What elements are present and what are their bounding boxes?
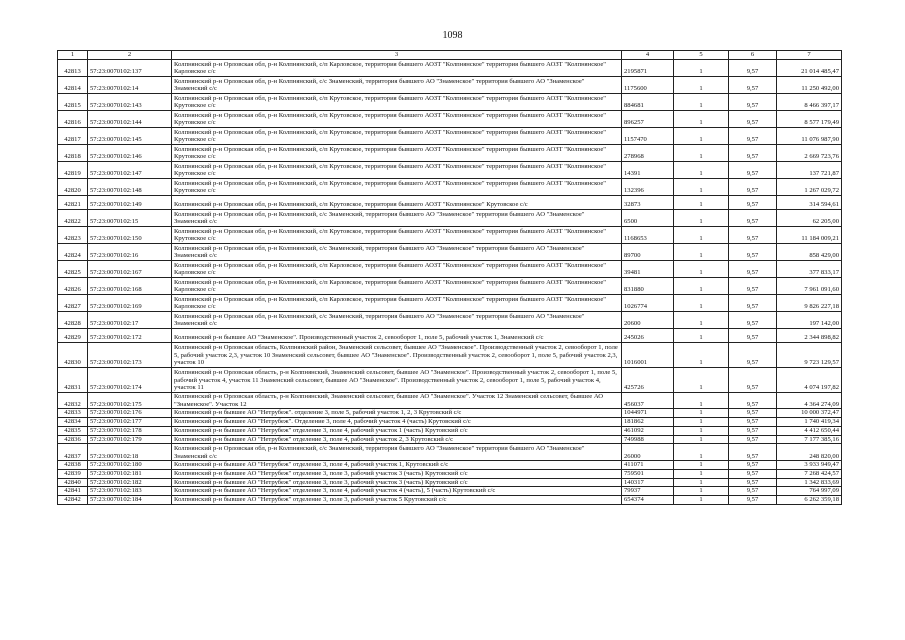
location-description: Колпнянский р-н Орловская обл, р-н Колпнянский, с/п Карловское, территория бывшего АОЗТ "Колпнянское" территория бывшего АОЗТ "Колпнянское" Карловское с/с bbox=[172, 60, 622, 77]
rate-value: 9,57 bbox=[729, 444, 777, 461]
cadastral-number: 57:23:0070102:178 bbox=[88, 426, 172, 435]
area-value: 884681 bbox=[622, 94, 674, 111]
cadastral-value: 1 267 029,72 bbox=[777, 179, 842, 196]
row-number: 42826 bbox=[58, 278, 88, 295]
table-row bbox=[58, 261, 842, 278]
area-value: 461092 bbox=[622, 426, 674, 435]
column-5-value: 1 bbox=[674, 227, 729, 244]
table-row bbox=[58, 368, 842, 393]
location-description: Колпнянский р-н Орловская обл, р-н Колпнянский, с/п Крутовское, территория бывшего АОЗТ "Колпнянское" территория бывшего АОЗТ "Колпнянское" Крутовское с/с bbox=[172, 227, 622, 244]
row-number: 42835 bbox=[58, 426, 88, 435]
location-description: Колпнянский р-н Орловская обл, р-н Колпнянский, с/с Знаменский, территория бывшего АО "Знаменское" территория бывшего АО "Знаменское" Знаменский с/с bbox=[172, 77, 622, 94]
area-value: 1157470 bbox=[622, 128, 674, 145]
cadastral-value: 9 723 129,57 bbox=[777, 343, 842, 368]
location-description: Колпнянский р-н Орловская обл, р-н Колпнянский, с/п Крутовское, территория бывшего АОЗТ "Колпнянское" территория бывшего АОЗТ "Колпнянское" Крутовское с/с bbox=[172, 94, 622, 111]
location-description: Колпнянский р-н Орловская область, Колпнянский район, Знаменский сельсовет, бывшее АО "Знаменское". Производственный участок 2, севооборот 1, поле 5, рабочий участок 2,3, участок 10 Знаменский сельсовет, бывшее АО "Знаменское". Производственный участок 2, севооборот 1, поле 5, рабочий участок 2,3, участок 10 bbox=[172, 343, 622, 368]
cadastral-value: 11 184 009,21 bbox=[777, 227, 842, 244]
row-number: 42839 bbox=[58, 469, 88, 478]
column-5-value: 1 bbox=[674, 162, 729, 179]
cadastral-value: 10 000 372,47 bbox=[777, 409, 842, 418]
column-5-value: 1 bbox=[674, 179, 729, 196]
row-number: 42813 bbox=[58, 60, 88, 77]
cadastral-number: 57:23:0070102:167 bbox=[88, 261, 172, 278]
table-row bbox=[58, 409, 842, 418]
location-description: Колпнянский р-н бывшее АО "Нетрубеж" отделение 3, поле 3, рабочий участок 5 Крутовский с/с bbox=[172, 496, 622, 505]
area-value: 759501 bbox=[622, 469, 674, 478]
column-5-value: 1 bbox=[674, 278, 729, 295]
location-description: Колпнянский р-н Орловская обл, р-н Колпнянский, с/п Крутовское, территория бывшего АОЗТ "Колпнянское" территория бывшего АОЗТ "Колпнянское" Крутовское с/с bbox=[172, 111, 622, 128]
area-value: 140317 bbox=[622, 478, 674, 487]
rate-value: 9,57 bbox=[729, 111, 777, 128]
area-value: 2195871 bbox=[622, 60, 674, 77]
rate-value: 9,57 bbox=[729, 162, 777, 179]
row-number: 42825 bbox=[58, 261, 88, 278]
cadastral-number: 57:23:0070102:176 bbox=[88, 409, 172, 418]
area-value: 181862 bbox=[622, 418, 674, 427]
location-description: Колпнянский р-н бывшее АО "Нетрубеж" отделение 3, поле 4, рабочий участок 1, Крутовский с/с bbox=[172, 461, 622, 470]
table-row bbox=[58, 77, 842, 94]
column-5-value: 1 bbox=[674, 418, 729, 427]
rate-value: 9,57 bbox=[729, 461, 777, 470]
cadastral-number: 57:23:0070102:17 bbox=[88, 312, 172, 329]
column-5-value: 1 bbox=[674, 94, 729, 111]
cadastral-value: 858 429,00 bbox=[777, 244, 842, 261]
column-5-value: 1 bbox=[674, 210, 729, 227]
table-row bbox=[58, 444, 842, 461]
row-number: 42836 bbox=[58, 435, 88, 444]
cadastral-value: 764 997,09 bbox=[777, 487, 842, 496]
cadastral-value: 4 412 650,44 bbox=[777, 426, 842, 435]
table-row bbox=[58, 244, 842, 261]
column-5-value: 1 bbox=[674, 261, 729, 278]
cadastral-number: 57:23:0070102:172 bbox=[88, 329, 172, 343]
location-description: Колпнянский р-н Орловская область, р-н Колпнянский, Знаменский сельсовет, бывшее АО "Знаменское". Производственный участок 2, севооборот 1, поле 5, рабочий участок 4, участок 11 Знаменский сельсовет, бывшее АО "Знаменское". Производственный участок 2, севооборот 1, поле 5, рабочий участок 4, участок 11 bbox=[172, 368, 622, 393]
column-5-value: 1 bbox=[674, 145, 729, 162]
table-row bbox=[58, 128, 842, 145]
rate-value: 9,57 bbox=[729, 196, 777, 210]
column-header: 2 bbox=[88, 51, 172, 60]
rate-value: 9,57 bbox=[729, 409, 777, 418]
area-value: 1016001 bbox=[622, 343, 674, 368]
area-value: 456037 bbox=[622, 393, 674, 409]
cadastral-number: 57:23:0070102:184 bbox=[88, 496, 172, 505]
cadastral-value: 4 074 197,82 bbox=[777, 368, 842, 393]
column-header: 5 bbox=[674, 51, 729, 60]
row-number: 42821 bbox=[58, 196, 88, 210]
cadastral-value: 7 177 385,16 bbox=[777, 435, 842, 444]
table-row bbox=[58, 145, 842, 162]
cadastral-number: 57:23:0070102:150 bbox=[88, 227, 172, 244]
column-5-value: 1 bbox=[674, 244, 729, 261]
area-value: 6500 bbox=[622, 210, 674, 227]
cadastral-value: 8 466 397,17 bbox=[777, 94, 842, 111]
row-number: 42827 bbox=[58, 295, 88, 312]
rate-value: 9,57 bbox=[729, 94, 777, 111]
location-description: Колпнянский р-н бывшее АО "Нетрубеж". Отделение 3, поле 4, рабочий участок 4 (часть) Крутовский с/с bbox=[172, 418, 622, 427]
cadastral-number: 57:23:0070102:18 bbox=[88, 444, 172, 461]
area-value: 278968 bbox=[622, 145, 674, 162]
area-value: 245026 bbox=[622, 329, 674, 343]
cadastral-value: 4 364 274,09 bbox=[777, 393, 842, 409]
row-number: 42834 bbox=[58, 418, 88, 427]
column-header: 4 bbox=[622, 51, 674, 60]
rate-value: 9,57 bbox=[729, 244, 777, 261]
table-row bbox=[58, 179, 842, 196]
column-5-value: 1 bbox=[674, 487, 729, 496]
rate-value: 9,57 bbox=[729, 435, 777, 444]
cadastral-number: 57:23:0070102:168 bbox=[88, 278, 172, 295]
cadastral-number: 57:23:0070102:174 bbox=[88, 368, 172, 393]
location-description: Колпнянский р-н Орловская обл, р-н Колпнянский, с/п Крутовское, территория бывшего АОЗТ "Колпнянское" территория бывшего АОЗТ "Колпнянское" Крутовское с/с bbox=[172, 128, 622, 145]
cadastral-number: 57:23:0070102:179 bbox=[88, 435, 172, 444]
row-number: 42831 bbox=[58, 368, 88, 393]
rate-value: 9,57 bbox=[729, 227, 777, 244]
column-5-value: 1 bbox=[674, 196, 729, 210]
column-header: 7 bbox=[777, 51, 842, 60]
cadastral-number: 57:23:0070102:146 bbox=[88, 145, 172, 162]
table-row bbox=[58, 278, 842, 295]
table-row bbox=[58, 487, 842, 496]
row-number: 42833 bbox=[58, 409, 88, 418]
column-5-value: 1 bbox=[674, 368, 729, 393]
location-description: Колпнянский р-н бывшее АО "Нетрубеж" отделение 3, поле 4, рабочий участок 1 (часть) Крутовский с/с bbox=[172, 426, 622, 435]
cadastral-value: 7 268 424,57 bbox=[777, 469, 842, 478]
row-number: 42837 bbox=[58, 444, 88, 461]
rate-value: 9,57 bbox=[729, 426, 777, 435]
rate-value: 9,57 bbox=[729, 393, 777, 409]
rate-value: 9,57 bbox=[729, 128, 777, 145]
column-5-value: 1 bbox=[674, 496, 729, 505]
cadastral-value: 8 577 179,49 bbox=[777, 111, 842, 128]
area-value: 749988 bbox=[622, 435, 674, 444]
cadastral-value: 248 820,00 bbox=[777, 444, 842, 461]
location-description: Колпнянский р-н Орловская обл, р-н Колпнянский, с/п Карловское, территория бывшего АОЗТ "Колпнянское" территория бывшего АОЗТ "Колпнянское" Карловское с/с bbox=[172, 278, 622, 295]
location-description: Колпнянский р-н бывшее АО "Нетрубеж" отделение 3, поле 4, рабочий участок 4 (часть), 5 (часть) Крутовский с/с bbox=[172, 487, 622, 496]
table-row bbox=[58, 312, 842, 329]
column-5-value: 1 bbox=[674, 444, 729, 461]
row-number: 42819 bbox=[58, 162, 88, 179]
row-number: 42818 bbox=[58, 145, 88, 162]
table-row bbox=[58, 111, 842, 128]
cadastral-value: 377 833,17 bbox=[777, 261, 842, 278]
row-number: 42814 bbox=[58, 77, 88, 94]
cadastral-number: 57:23:0070102:183 bbox=[88, 487, 172, 496]
column-header: 6 bbox=[729, 51, 777, 60]
location-description: Колпнянский р-н Орловская обл, р-н Колпнянский, с/п Карловское, территория бывшего АОЗТ "Колпнянское" территория бывшего АОЗТ "Колпнянское" Карловское с/с bbox=[172, 261, 622, 278]
location-description: Колпнянский р-н Орловская обл, р-н Колпнянский, с/п Крутовское, территория бывшего АОЗТ "Колпнянское" Крутовское с/с bbox=[172, 196, 622, 210]
location-description: Колпнянский р-н бывшее АО "Нетрубеж" отделение 3, поле 4, рабочий участок 2, 3 Крутовский с/с bbox=[172, 435, 622, 444]
rate-value: 9,57 bbox=[729, 278, 777, 295]
column-header-row bbox=[58, 51, 842, 60]
row-number: 42829 bbox=[58, 329, 88, 343]
area-value: 32873 bbox=[622, 196, 674, 210]
table-row bbox=[58, 196, 842, 210]
table-row bbox=[58, 418, 842, 427]
area-value: 425726 bbox=[622, 368, 674, 393]
row-number: 42822 bbox=[58, 210, 88, 227]
table-row bbox=[58, 210, 842, 227]
area-value: 896257 bbox=[622, 111, 674, 128]
cadastral-value: 137 721,87 bbox=[777, 162, 842, 179]
location-description: Колпнянский р-н Орловская обл, р-н Колпнянский, с/с Знаменский, территория бывшего АО "Знаменское" территория бывшего АО "Знаменское" Знаменский с/с bbox=[172, 210, 622, 227]
location-description: Колпнянский р-н бывшее АО "Нетрубеж". отделение 3, поле 5, рабочий участок 1, 2, 3 Крутовский с/с bbox=[172, 409, 622, 418]
row-number: 42820 bbox=[58, 179, 88, 196]
table-row bbox=[58, 329, 842, 343]
row-number: 42840 bbox=[58, 478, 88, 487]
location-description: Колпнянский р-н бывшее АО "Нетрубеж" отделение 3, поле 3, рабочий участок 3 (часть) Крутовский с/с bbox=[172, 469, 622, 478]
table-row bbox=[58, 295, 842, 312]
cadastral-value: 6 262 359,18 bbox=[777, 496, 842, 505]
row-number: 42830 bbox=[58, 343, 88, 368]
row-number: 42842 bbox=[58, 496, 88, 505]
rate-value: 9,57 bbox=[729, 77, 777, 94]
cadastral-number: 57:23:0070102:16 bbox=[88, 244, 172, 261]
area-value: 20600 bbox=[622, 312, 674, 329]
column-5-value: 1 bbox=[674, 478, 729, 487]
row-number: 42828 bbox=[58, 312, 88, 329]
cadastral-number: 57:23:0070102:14 bbox=[88, 77, 172, 94]
location-description: Колпнянский р-н Орловская обл, р-н Колпнянский, с/п Крутовское, территория бывшего АОЗТ "Колпнянское" территория бывшего АОЗТ "Колпнянское" Крутовское с/с bbox=[172, 179, 622, 196]
cadastral-value: 11 076 987,90 bbox=[777, 128, 842, 145]
table-row bbox=[58, 393, 842, 409]
cadastral-number: 57:23:0070102:182 bbox=[88, 478, 172, 487]
rate-value: 9,57 bbox=[729, 487, 777, 496]
area-value: 132396 bbox=[622, 179, 674, 196]
rate-value: 9,57 bbox=[729, 210, 777, 227]
cadastral-value: 1 740 419,34 bbox=[777, 418, 842, 427]
cadastral-number: 57:23:0070102:145 bbox=[88, 128, 172, 145]
row-number: 42832 bbox=[58, 393, 88, 409]
column-5-value: 1 bbox=[674, 295, 729, 312]
cadastral-value: 9 826 227,18 bbox=[777, 295, 842, 312]
rate-value: 9,57 bbox=[729, 179, 777, 196]
location-description: Колпнянский р-н Орловская область, р-н Колпнянский, Знаменский сельсовет, бывшее АО "Знаменское". Участок 12 Знаменский сельсовет, бывшее АО "Знаменское". Участок 12 bbox=[172, 393, 622, 409]
area-value: 1168653 bbox=[622, 227, 674, 244]
table-row bbox=[58, 60, 842, 77]
cadastral-value: 3 933 949,47 bbox=[777, 461, 842, 470]
cadastral-number: 57:23:0070102:175 bbox=[88, 393, 172, 409]
column-5-value: 1 bbox=[674, 343, 729, 368]
location-description: Колпнянский р-н Орловская обл, р-н Колпнянский, с/с Знаменский, территория бывшего АО "Знаменское" территория бывшего АО "Знаменское" Знаменский с/с bbox=[172, 244, 622, 261]
area-value: 831880 bbox=[622, 278, 674, 295]
table-row bbox=[58, 343, 842, 368]
cadastral-value: 314 594,61 bbox=[777, 196, 842, 210]
table-row bbox=[58, 496, 842, 505]
area-value: 1044971 bbox=[622, 409, 674, 418]
cadastral-number: 57:23:0070102:173 bbox=[88, 343, 172, 368]
column-5-value: 1 bbox=[674, 435, 729, 444]
area-value: 1026774 bbox=[622, 295, 674, 312]
column-5-value: 1 bbox=[674, 329, 729, 343]
page-number: 1098 bbox=[442, 30, 463, 41]
cadastral-number: 57:23:0070102:144 bbox=[88, 111, 172, 128]
location-description: Колпнянский р-н Орловская обл, р-н Колпнянский, с/с Знаменский, территория бывшего АО "Знаменское" территория бывшего АО "Знаменское" Знаменский с/с bbox=[172, 312, 622, 329]
row-number: 42817 bbox=[58, 128, 88, 145]
table-row bbox=[58, 162, 842, 179]
cadastral-value: 7 961 091,60 bbox=[777, 278, 842, 295]
land-registry-table bbox=[57, 50, 842, 505]
table-row bbox=[58, 469, 842, 478]
location-description: Колпнянский р-н Орловская обл, р-н Колпнянский, с/п Крутовское, территория бывшего АОЗТ "Колпнянское" территория бывшего АОЗТ "Колпнянское" Крутовское с/с bbox=[172, 145, 622, 162]
column-5-value: 1 bbox=[674, 426, 729, 435]
cadastral-value: 2 669 723,76 bbox=[777, 145, 842, 162]
area-value: 89700 bbox=[622, 244, 674, 261]
rate-value: 9,57 bbox=[729, 343, 777, 368]
rate-value: 9,57 bbox=[729, 329, 777, 343]
column-5-value: 1 bbox=[674, 60, 729, 77]
area-value: 79937 bbox=[622, 487, 674, 496]
column-header: 1 bbox=[58, 51, 88, 60]
rate-value: 9,57 bbox=[729, 469, 777, 478]
cadastral-number: 57:23:0070102:147 bbox=[88, 162, 172, 179]
cadastral-number: 57:23:0070102:181 bbox=[88, 469, 172, 478]
area-value: 411071 bbox=[622, 461, 674, 470]
column-5-value: 1 bbox=[674, 312, 729, 329]
column-5-value: 1 bbox=[674, 393, 729, 409]
area-value: 14391 bbox=[622, 162, 674, 179]
area-value: 26000 bbox=[622, 444, 674, 461]
cadastral-number: 57:23:0070102:177 bbox=[88, 418, 172, 427]
rate-value: 9,57 bbox=[729, 418, 777, 427]
rate-value: 9,57 bbox=[729, 145, 777, 162]
location-description: Колпнянский р-н Орловская обл, р-н Колпнянский, с/п Карловское, территория бывшего АОЗТ "Колпнянское" территория бывшего АОЗТ "Колпнянское" Карловское с/с bbox=[172, 295, 622, 312]
rate-value: 9,57 bbox=[729, 60, 777, 77]
cadastral-number: 57:23:0070102:180 bbox=[88, 461, 172, 470]
table-row bbox=[58, 227, 842, 244]
table-row bbox=[58, 478, 842, 487]
cadastral-value: 2 344 898,82 bbox=[777, 329, 842, 343]
cadastral-value: 21 014 485,47 bbox=[777, 60, 842, 77]
column-5-value: 1 bbox=[674, 111, 729, 128]
table-row bbox=[58, 435, 842, 444]
column-5-value: 1 bbox=[674, 469, 729, 478]
cadastral-value: 197 142,00 bbox=[777, 312, 842, 329]
cadastral-number: 57:23:0070102:143 bbox=[88, 94, 172, 111]
table-row bbox=[58, 94, 842, 111]
table-row bbox=[58, 426, 842, 435]
rate-value: 9,57 bbox=[729, 496, 777, 505]
rate-value: 9,57 bbox=[729, 295, 777, 312]
table-row bbox=[58, 461, 842, 470]
rate-value: 9,57 bbox=[729, 368, 777, 393]
row-number: 42824 bbox=[58, 244, 88, 261]
rate-value: 9,57 bbox=[729, 312, 777, 329]
location-description: Колпнянский р-н Орловская обл, р-н Колпнянский, с/п Крутовское, территория бывшего АОЗТ "Колпнянское" территория бывшего АОЗТ "Колпнянское" Крутовское с/с bbox=[172, 162, 622, 179]
row-number: 42838 bbox=[58, 461, 88, 470]
cadastral-value: 1 342 833,69 bbox=[777, 478, 842, 487]
cadastral-value: 62 205,00 bbox=[777, 210, 842, 227]
cadastral-value: 11 250 492,00 bbox=[777, 77, 842, 94]
area-value: 654374 bbox=[622, 496, 674, 505]
cadastral-number: 57:23:0070102:137 bbox=[88, 60, 172, 77]
row-number: 42823 bbox=[58, 227, 88, 244]
column-5-value: 1 bbox=[674, 409, 729, 418]
cadastral-number: 57:23:0070102:15 bbox=[88, 210, 172, 227]
location-description: Колпнянский р-н Орловская обл, р-н Колпнянский, с/с Знаменский, территория бывшего АО "Знаменское" территория бывшего АО "Знаменское" Знаменский с/с bbox=[172, 444, 622, 461]
rate-value: 9,57 bbox=[729, 261, 777, 278]
row-number: 42841 bbox=[58, 487, 88, 496]
column-5-value: 1 bbox=[674, 128, 729, 145]
column-5-value: 1 bbox=[674, 77, 729, 94]
rate-value: 9,57 bbox=[729, 478, 777, 487]
location-description: Колпнянский р-н бывшее АО "Нетрубеж" отделение 3, поле 3, рабочий участок 3 (часть) Крутовский с/с bbox=[172, 478, 622, 487]
cadastral-number: 57:23:0070102:169 bbox=[88, 295, 172, 312]
row-number: 42815 bbox=[58, 94, 88, 111]
cadastral-number: 57:23:0070102:148 bbox=[88, 179, 172, 196]
area-value: 39481 bbox=[622, 261, 674, 278]
column-header: 3 bbox=[172, 51, 622, 60]
column-5-value: 1 bbox=[674, 461, 729, 470]
cadastral-number: 57:23:0070102:149 bbox=[88, 196, 172, 210]
location-description: Колпнянский р-н бывшее АО "Знаменское". Производственный участок 2, севооборот 1, поле 5, рабочий участок 1, Знаменский с/с bbox=[172, 329, 622, 343]
area-value: 1175600 bbox=[622, 77, 674, 94]
row-number: 42816 bbox=[58, 111, 88, 128]
